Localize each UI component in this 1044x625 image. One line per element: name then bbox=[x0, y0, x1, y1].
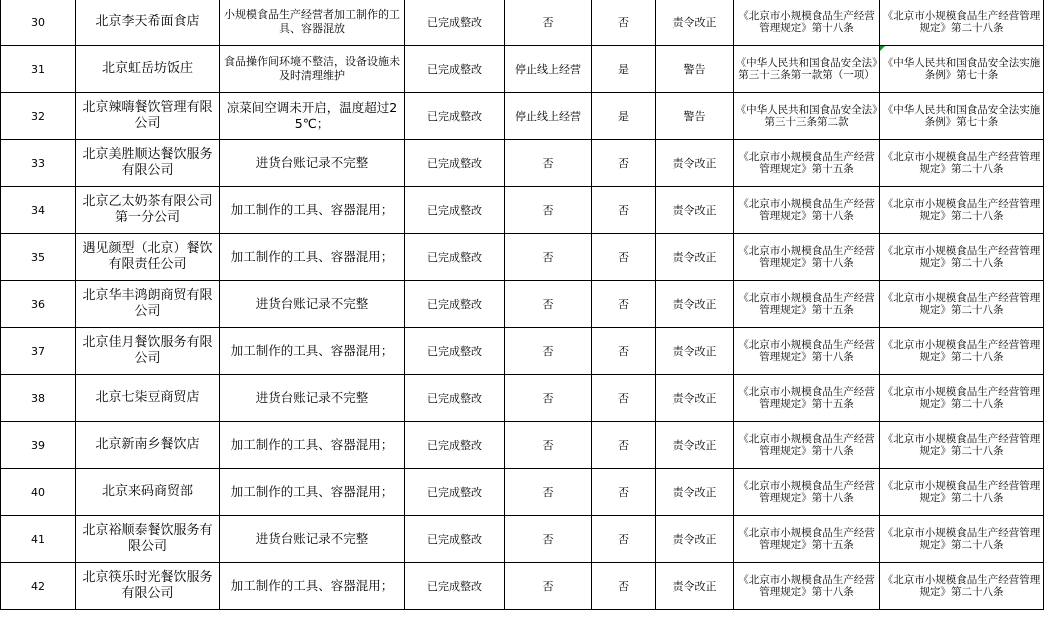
table-row bbox=[1, 328, 1044, 375]
violation-legal-basis-cell: 《北京市小规模食品生产经营管理规定》第十八条 bbox=[734, 422, 880, 469]
penalty-legal-basis-cell: 《北京市小规模食品生产经营管理规定》第二十八条 bbox=[880, 187, 1044, 234]
online-suspension-cell: 否 bbox=[505, 563, 592, 610]
suspension-flag-cell: 是 bbox=[592, 93, 656, 140]
penalty-type-cell: 责令改正 bbox=[656, 375, 734, 422]
business-name-cell: 北京华丰鸿朗商贸有限公司 bbox=[76, 281, 220, 328]
business-name-cell: 北京辣嗨餐饮管理有限公司 bbox=[76, 93, 220, 140]
online-suspension-cell: 否 bbox=[505, 234, 592, 281]
business-name-cell: 北京李天希面食店 bbox=[76, 0, 220, 46]
rectification-status-cell: 已完成整改 bbox=[405, 187, 505, 234]
business-name-cell: 北京佳月餐饮服务有限公司 bbox=[76, 328, 220, 375]
penalty-legal-basis-cell: 《北京市小规模食品生产经营管理规定》第二十八条 bbox=[880, 328, 1044, 375]
suspension-flag-cell: 否 bbox=[592, 469, 656, 516]
penalty-legal-basis-cell: 《北京市小规模食品生产经营管理规定》第二十八条 bbox=[880, 516, 1044, 563]
row-number-cell: 36 bbox=[1, 281, 76, 328]
rectification-status-cell: 已完成整改 bbox=[405, 375, 505, 422]
table-row bbox=[1, 0, 1044, 46]
violation-legal-basis-cell: 《北京市小规模食品生产经营管理规定》第十八条 bbox=[734, 234, 880, 281]
suspension-flag-cell: 否 bbox=[592, 140, 656, 187]
penalty-legal-basis-cell: 《北京市小规模食品生产经营管理规定》第二十八条 bbox=[880, 281, 1044, 328]
penalty-legal-basis-cell: 《北京市小规模食品生产经营管理规定》第二十八条 bbox=[880, 563, 1044, 610]
violation-description-cell: 食品操作间环境不整洁，设备设施未及时清理维护 bbox=[220, 46, 405, 93]
violation-legal-basis-cell: 《北京市小规模食品生产经营管理规定》第十八条 bbox=[734, 0, 880, 46]
business-name-cell: 北京虹岳坊饭庄 bbox=[76, 46, 220, 93]
business-name-cell: 北京筷乐时光餐饮服务有限公司 bbox=[76, 563, 220, 610]
online-suspension-cell: 否 bbox=[505, 328, 592, 375]
row-number-cell: 40 bbox=[1, 469, 76, 516]
online-suspension-cell: 否 bbox=[505, 281, 592, 328]
violation-description-cell: 进货台账记录不完整 bbox=[220, 516, 405, 563]
suspension-flag-cell: 否 bbox=[592, 375, 656, 422]
business-name-cell: 北京来码商贸部 bbox=[76, 469, 220, 516]
suspension-flag-cell: 否 bbox=[592, 234, 656, 281]
table-row bbox=[1, 187, 1044, 234]
violation-legal-basis-cell: 《北京市小规模食品生产经营管理规定》第十五条 bbox=[734, 375, 880, 422]
online-suspension-cell: 否 bbox=[505, 140, 592, 187]
rectification-status-cell: 已完成整改 bbox=[405, 469, 505, 516]
violation-description-cell: 加工制作的工具、容器混用； bbox=[220, 469, 405, 516]
rectification-status-cell: 已完成整改 bbox=[405, 516, 505, 563]
row-number-cell: 31 bbox=[1, 46, 76, 93]
online-suspension-cell: 否 bbox=[505, 375, 592, 422]
business-name-cell: 北京美胜顺达餐饮服务有限公司 bbox=[76, 140, 220, 187]
rectification-status-cell: 已完成整改 bbox=[405, 140, 505, 187]
suspension-flag-cell: 否 bbox=[592, 187, 656, 234]
rectification-status-cell: 已完成整改 bbox=[405, 46, 505, 93]
row-number-cell: 34 bbox=[1, 187, 76, 234]
violation-description-cell: 小规模食品生产经营者加工制作的工具、容器混放 bbox=[220, 0, 405, 46]
business-name-cell: 北京乙太奶茶有限公司第一分公司 bbox=[76, 187, 220, 234]
rectification-status-cell: 已完成整改 bbox=[405, 281, 505, 328]
penalty-legal-basis-cell: 《中华人民共和国食品安全法实施条例》第七十条 bbox=[880, 46, 1044, 93]
penalty-type-cell: 责令改正 bbox=[656, 281, 734, 328]
violation-description-cell: 进货台账记录不完整 bbox=[220, 140, 405, 187]
violation-legal-basis-cell: 《中华人民共和国食品安全法》第三十三条第一款第（一项） bbox=[734, 46, 880, 93]
online-suspension-cell: 否 bbox=[505, 0, 592, 46]
rectification-status-cell: 已完成整改 bbox=[405, 422, 505, 469]
suspension-flag-cell: 否 bbox=[592, 281, 656, 328]
table-row bbox=[1, 469, 1044, 516]
online-suspension-cell: 否 bbox=[505, 516, 592, 563]
business-name-cell: 北京裕顺泰餐饮服务有限公司 bbox=[76, 516, 220, 563]
row-number-cell: 41 bbox=[1, 516, 76, 563]
suspension-flag-cell: 否 bbox=[592, 563, 656, 610]
penalty-legal-basis-cell: 《北京市小规模食品生产经营管理规定》第二十八条 bbox=[880, 0, 1044, 46]
violation-description-cell: 加工制作的工具、容器混用； bbox=[220, 422, 405, 469]
penalty-legal-basis-cell: 《中华人民共和国食品安全法实施条例》第七十条 bbox=[880, 93, 1044, 140]
rectification-status-cell: 已完成整改 bbox=[405, 234, 505, 281]
penalty-legal-basis-cell: 《北京市小规模食品生产经营管理规定》第二十八条 bbox=[880, 234, 1044, 281]
suspension-flag-cell: 否 bbox=[592, 328, 656, 375]
violation-legal-basis-cell: 《北京市小规模食品生产经营管理规定》第十五条 bbox=[734, 281, 880, 328]
penalty-type-cell: 责令改正 bbox=[656, 516, 734, 563]
violation-legal-basis-cell: 《北京市小规模食品生产经营管理规定》第十八条 bbox=[734, 328, 880, 375]
online-suspension-cell: 否 bbox=[505, 469, 592, 516]
table-row bbox=[1, 46, 1044, 93]
penalty-type-cell: 警告 bbox=[656, 93, 734, 140]
penalty-type-cell: 责令改正 bbox=[656, 140, 734, 187]
violation-legal-basis-cell: 《北京市小规模食品生产经营管理规定》第十五条 bbox=[734, 140, 880, 187]
penalty-type-cell: 责令改正 bbox=[656, 187, 734, 234]
row-number-cell: 42 bbox=[1, 563, 76, 610]
penalty-type-cell: 责令改正 bbox=[656, 234, 734, 281]
violation-description-cell: 进货台账记录不完整 bbox=[220, 375, 405, 422]
penalty-legal-basis-cell: 《北京市小规模食品生产经营管理规定》第二十八条 bbox=[880, 422, 1044, 469]
violation-description-cell: 加工制作的工具、容器混用； bbox=[220, 563, 405, 610]
rectification-status-cell: 已完成整改 bbox=[405, 93, 505, 140]
penalty-type-cell: 警告 bbox=[656, 46, 734, 93]
rectification-status-cell: 已完成整改 bbox=[405, 0, 505, 46]
business-name-cell: 北京新南乡餐饮店 bbox=[76, 422, 220, 469]
suspension-flag-cell: 否 bbox=[592, 516, 656, 563]
online-suspension-cell: 停止线上经营 bbox=[505, 93, 592, 140]
violation-description-cell: 进货台账记录不完整 bbox=[220, 281, 405, 328]
penalty-type-cell: 责令改正 bbox=[656, 469, 734, 516]
violation-description-cell: 加工制作的工具、容器混用； bbox=[220, 328, 405, 375]
online-suspension-cell: 否 bbox=[505, 422, 592, 469]
violation-description-cell: 加工制作的工具、容器混用； bbox=[220, 234, 405, 281]
row-number-cell: 32 bbox=[1, 93, 76, 140]
row-number-cell: 37 bbox=[1, 328, 76, 375]
table-row bbox=[1, 93, 1044, 140]
business-name-cell: 北京七柒豆商贸店 bbox=[76, 375, 220, 422]
business-name-cell: 遇见颜型（北京）餐饮有限责任公司 bbox=[76, 234, 220, 281]
penalty-type-cell: 责令改正 bbox=[656, 0, 734, 46]
violation-legal-basis-cell: 《北京市小规模食品生产经营管理规定》第十八条 bbox=[734, 187, 880, 234]
rectification-status-cell: 已完成整改 bbox=[405, 328, 505, 375]
penalty-type-cell: 责令改正 bbox=[656, 328, 734, 375]
online-suspension-cell: 否 bbox=[505, 187, 592, 234]
violation-legal-basis-cell: 《中华人民共和国食品安全法》第三十三条第二款 bbox=[734, 93, 880, 140]
violation-description-cell: 加工制作的工具、容器混用； bbox=[220, 187, 405, 234]
row-number-cell: 39 bbox=[1, 422, 76, 469]
table-row bbox=[1, 563, 1044, 610]
row-number-cell: 30 bbox=[1, 0, 76, 46]
rectification-status-cell: 已完成整改 bbox=[405, 563, 505, 610]
penalty-legal-basis-cell: 《北京市小规模食品生产经营管理规定》第二十八条 bbox=[880, 140, 1044, 187]
penalty-type-cell: 责令改正 bbox=[656, 563, 734, 610]
table-row bbox=[1, 281, 1044, 328]
violation-legal-basis-cell: 《北京市小规模食品生产经营管理规定》第十八条 bbox=[734, 469, 880, 516]
table-row bbox=[1, 234, 1044, 281]
violation-legal-basis-cell: 《北京市小规模食品生产经营管理规定》第十五条 bbox=[734, 516, 880, 563]
suspension-flag-cell: 否 bbox=[592, 422, 656, 469]
table-row bbox=[1, 375, 1044, 422]
table-row bbox=[1, 140, 1044, 187]
penalty-type-cell: 责令改正 bbox=[656, 422, 734, 469]
violation-legal-basis-cell: 《北京市小规模食品生产经营管理规定》第十八条 bbox=[734, 563, 880, 610]
penalty-legal-basis-cell: 《北京市小规模食品生产经营管理规定》第二十八条 bbox=[880, 375, 1044, 422]
row-number-cell: 35 bbox=[1, 234, 76, 281]
table-body bbox=[1, 0, 1044, 610]
violation-description-cell: 凉菜间空调未开启，温度超过25℃； bbox=[220, 93, 405, 140]
online-suspension-cell: 停止线上经营 bbox=[505, 46, 592, 93]
row-number-cell: 38 bbox=[1, 375, 76, 422]
suspension-flag-cell: 是 bbox=[592, 46, 656, 93]
suspension-flag-cell: 否 bbox=[592, 0, 656, 46]
penalty-legal-basis-cell: 《北京市小规模食品生产经营管理规定》第二十八条 bbox=[880, 469, 1044, 516]
table-row bbox=[1, 516, 1044, 563]
table-row bbox=[1, 422, 1044, 469]
row-number-cell: 33 bbox=[1, 140, 76, 187]
